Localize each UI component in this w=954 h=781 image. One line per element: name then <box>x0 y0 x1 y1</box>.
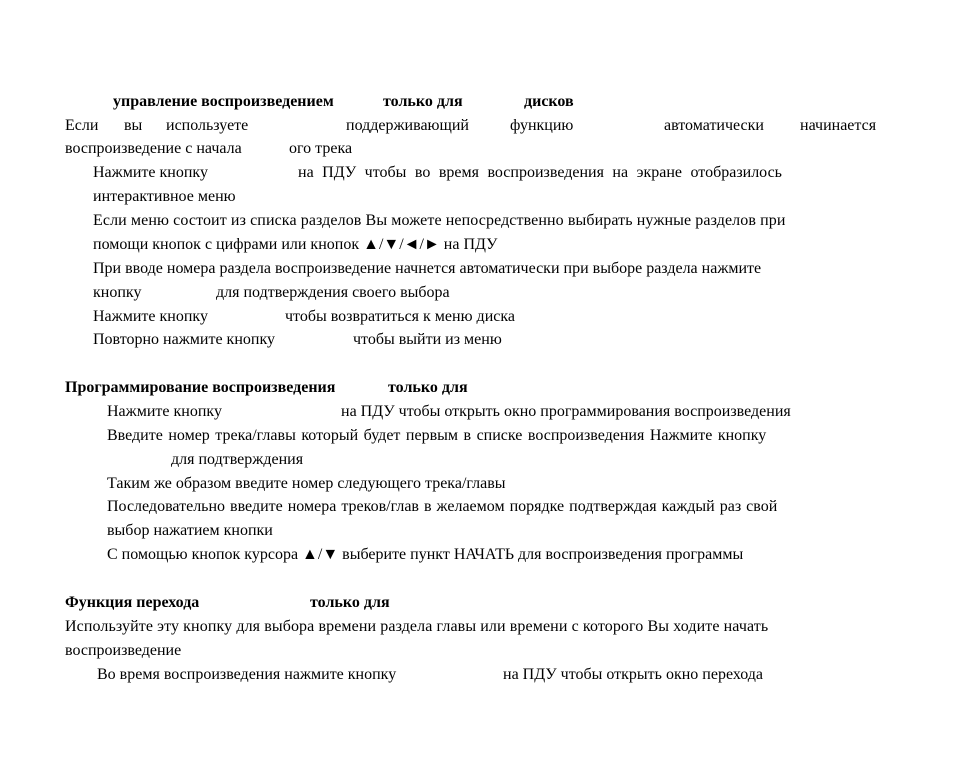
section1-step5-b: чтобы выйти из меню <box>353 331 502 348</box>
section1-intro-w3: используете <box>166 117 249 134</box>
section1-step3-a: При вводе номера раздела воспроизведение начнется автоматически при выборе раздела нажмите <box>93 260 762 277</box>
section2-step1-b: на ПДУ чтобы открыть окно программирования воспроизведения <box>341 403 791 420</box>
section1-intro-w7: начинается <box>800 117 877 134</box>
section3-step1-a: Во время воспроизведения нажмите кнопку <box>97 666 397 683</box>
section1-step3-b: кнопку <box>93 284 142 301</box>
section1-step3-c: для подтверждения своего выбора <box>216 284 450 301</box>
section1-step4-b: чтобы возвратиться к меню диска <box>285 308 515 325</box>
section1-step2-b: помощи кнопок с цифрами или кнопок ▲/▼/◄/► на ПДУ <box>93 236 498 253</box>
section1-heading-part2: только для <box>383 93 463 110</box>
section2-step3: Таким же образом введите номер следующего трека/главы <box>107 475 506 492</box>
section1-step1-b: на ПДУ чтобы во время воспроизведения на экране отобразилось <box>298 164 782 181</box>
section2-step4-b: выбор нажатием кнопки <box>107 522 273 539</box>
section1-intro-w5: функцию <box>510 117 574 134</box>
section1-intro-w4: поддерживающий <box>346 117 469 134</box>
section1-step1-c: интерактивное меню <box>93 188 236 205</box>
section3-step1-b: на ПДУ чтобы открыть окно перехода <box>503 666 764 683</box>
section1-step2-a: Если меню состоит из списка разделов Вы можете непосредственно выбирать нужные разделов при <box>93 212 786 229</box>
section3-heading-part2: только для <box>310 594 390 611</box>
section1-step5-a: Повторно нажмите кнопку <box>93 331 275 348</box>
section2-step2-b: для подтверждения <box>171 451 304 468</box>
section3-intro-a: Используйте эту кнопку для выбора времени раздела главы или времени с которого Вы ходите начать <box>65 618 769 635</box>
section1-step1-a: Нажмите кнопку <box>93 164 208 181</box>
section1-step4-a: Нажмите кнопку <box>93 308 208 325</box>
section1-intro-w6: автоматически <box>664 117 764 134</box>
section2-step5: С помощью кнопок курсора ▲/▼ выберите пункт НАЧАТЬ для воспроизведения программы <box>107 546 744 563</box>
section1-intro-line2a: воспроизведение с начала <box>65 140 242 157</box>
section1-heading-part1: управление воспроизведением <box>113 93 334 110</box>
section2-step4-a: Последовательно введите номера треков/глав в желаемом порядке подтверждая каждый раз свой <box>107 498 778 515</box>
section3-heading-part1: Функция перехода <box>65 594 200 611</box>
section2-step2-a: Введите номер трека/главы который будет первым в списке воспроизведения Нажмите кнопку <box>107 427 767 444</box>
section2-heading-part2: только для <box>388 379 468 396</box>
section1-intro-line2b: ого трека <box>289 140 353 157</box>
section2-step1-a: Нажмите кнопку <box>107 403 222 420</box>
section1-intro-w2: вы <box>124 117 143 134</box>
section1-heading-part3: дисков <box>524 93 574 110</box>
section1-intro-w1: Если <box>65 117 99 134</box>
section3-intro-b: воспроизведение <box>65 642 182 659</box>
section2-heading-part1: Программирование воспроизведения <box>65 379 336 396</box>
